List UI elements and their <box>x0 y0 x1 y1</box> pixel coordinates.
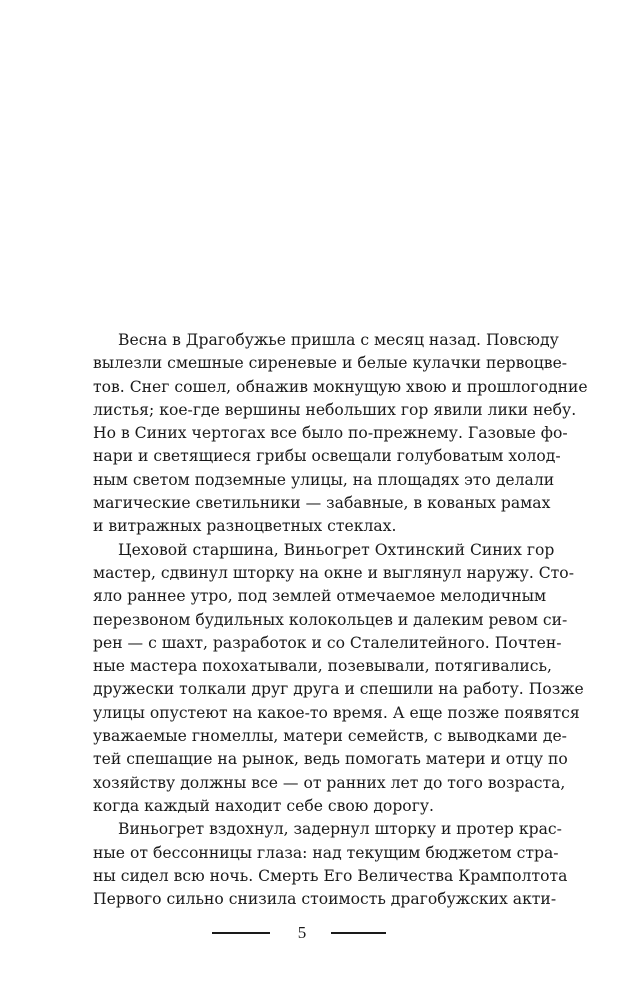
text-line: Виньогрет вздохнул, задернул шторку и протер крас- <box>118 820 562 839</box>
text-line: вылезли смешные сиреневые и белые кулачки первоцве- <box>93 354 568 373</box>
text-line: ные от бессонницы глаза: над текущим бюджетом стра- <box>93 843 559 862</box>
page-footer <box>0 918 619 948</box>
text-line: Но в Синих чертогах все было по-прежнему. Газовые фо- <box>93 424 568 443</box>
text-line: когда каждый находит себе свою дорогу. <box>93 796 434 815</box>
text-line: ным светом подземные улицы, на площадях это делали <box>93 470 555 489</box>
text-line: перезвоном будильных колокольцев и далеким ревом си- <box>93 610 568 629</box>
text-line: улицы опустеют на какое-то время. А еще позже появятся <box>93 703 580 722</box>
text-line: уважаемые гномеллы, матери семейств, с выводками де- <box>93 727 567 746</box>
text-line: яло раннее утро, под землей отмечаемое мелодичным <box>93 587 547 606</box>
text-line: рен — с шахт, разработок и со Сталелитейного. Почтен- <box>93 633 562 652</box>
text-line: и витражных разноцветных стеклах. <box>93 517 397 536</box>
text-line: дружески толкали друг друга и спешили на работу. Позже <box>93 680 584 699</box>
text-line: тей спешащие на рынок, ведь помогать матери и отцу по <box>93 750 568 769</box>
page-number: 5 <box>297 923 307 942</box>
footer-rule-right <box>331 932 386 934</box>
text-line: Первого сильно снизила стоимость драгобужских акти- <box>93 890 557 909</box>
text-line: ны сидел всю ночь. Смерть Его Величества Крамполтота <box>93 866 568 885</box>
text-line: тов. Снег сошел, обнажив мокнущую хвою и прошлогодние <box>93 377 588 396</box>
text-line: листья; кое-где вершины небольших гор явили лики небу. <box>93 400 577 419</box>
text-line: магические светильники — забавные, в кованых рамах <box>93 494 551 513</box>
body-text <box>93 329 588 911</box>
footer-rule-left <box>212 932 270 934</box>
text-line: ные мастера похохатывали, позевывали, потягивались, <box>93 657 552 676</box>
text-line: хозяйству должны все — от ранних лет до того возраста, <box>93 773 566 792</box>
text-line: мастер, сдвинул шторку на окне и выглянул наружу. Сто- <box>93 563 574 582</box>
text-line: нари и светящиеся грибы освещали голубоватым холод- <box>93 447 561 466</box>
text-line: Весна в Драгобужье пришла с месяц назад. Повсюду <box>118 331 559 349</box>
text-line: Цеховой старшина, Виньогрет Охтинский Синих гор <box>118 540 555 559</box>
